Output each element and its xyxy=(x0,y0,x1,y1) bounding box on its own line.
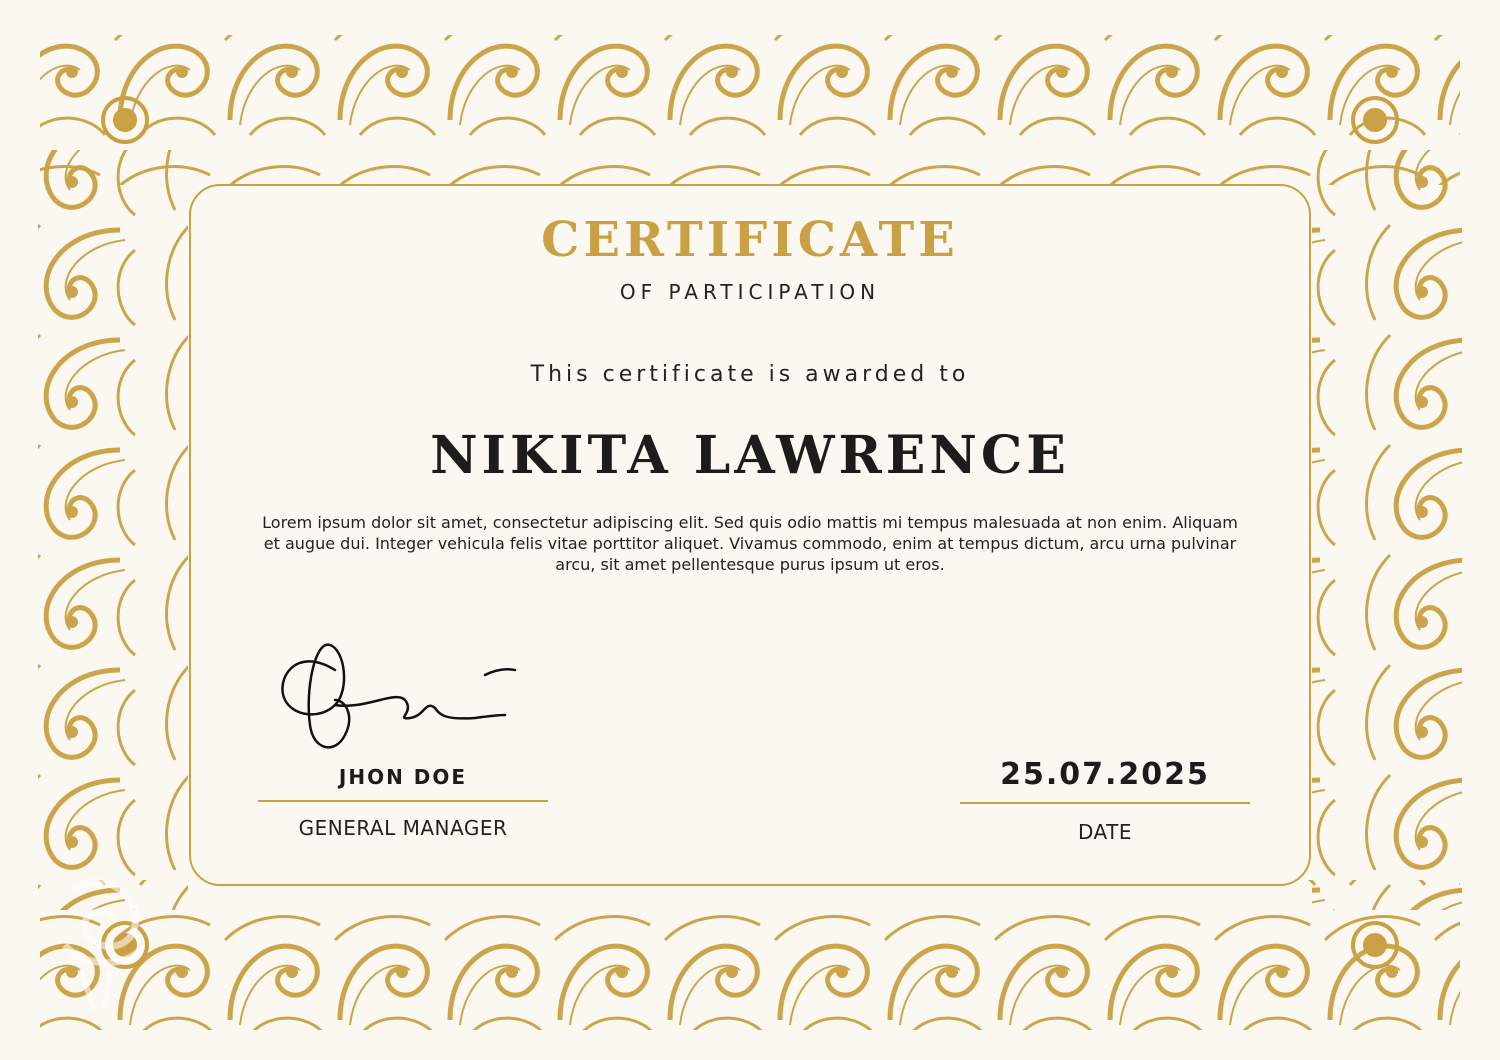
signatory-name: JHON DOE xyxy=(338,765,468,789)
signatory-role: GENERAL MANAGER xyxy=(298,816,508,840)
date-label: DATE xyxy=(1077,820,1133,844)
date-block xyxy=(960,756,1250,844)
awarded-text: This certificate is awarded to xyxy=(530,362,970,387)
certificate-subtitle: OF PARTICIPATION xyxy=(619,280,881,304)
certificate-title: CERTIFICATE xyxy=(541,212,959,268)
date-value: 25.07.2025 xyxy=(1000,757,1210,792)
date-line xyxy=(960,802,1250,804)
signature-line xyxy=(258,800,548,802)
signatory-block xyxy=(258,762,548,840)
recipient-name: NIKITA LAWRENCE xyxy=(430,425,1070,486)
watermark-logo xyxy=(50,870,160,1020)
certificate-body: Lorem ipsum dolor sit amet, consectetur adipiscing elit. Sed quis odio mattis mi tempus malesuada at non enim. Aliquam et augue dui. Integer vehicula felis vitae porttitor aliquet. Vivamus commodo, enim at tempus dictum, arcu urna pulvinar arcu, sit amet pellentesque purus ipsum ut eros. xyxy=(262,513,1238,574)
signature-image xyxy=(275,630,525,760)
